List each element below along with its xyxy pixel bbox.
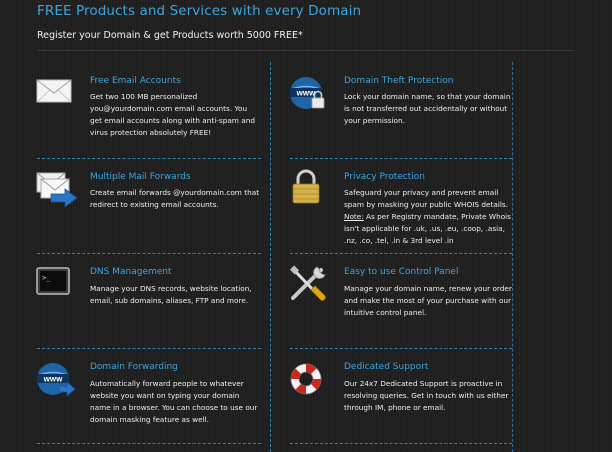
- card-title: Privacy Protection: [344, 172, 425, 182]
- page-title: FREE Products and Services with every Domain: [37, 3, 362, 19]
- www-forward-icon: [35, 360, 79, 398]
- desc-part: Safeguard your privacy and prevent email spam by masking your public WHOIS details.: [344, 188, 508, 209]
- www-text: www: [43, 374, 63, 384]
- www-text: www: [296, 88, 316, 98]
- terminal-icon: [35, 265, 79, 303]
- www-lock-icon: [287, 74, 331, 112]
- padlock-icon: [287, 168, 331, 206]
- card-title: Domain Theft Protection: [344, 76, 454, 86]
- page-subtitle: Register your Domain & get Products worth 5000 FREE*: [37, 30, 303, 41]
- card-description: Our 24x7 Dedicated Support is proactive in resolving queries. Get in touch with us either through IM, phone or email.: [344, 379, 509, 412]
- envelope-icon: [35, 74, 79, 112]
- row-divider: [37, 158, 261, 159]
- card-description: Get two 100 MB personalized you@yourdomain.com email accounts. You get email accounts along with anti-spam and virus protection absolutely FREE!: [90, 92, 255, 137]
- card-description: Manage your DNS records, website location, email, sub domains, aliases, FTP and more.: [90, 284, 252, 305]
- row-divider: [290, 253, 512, 254]
- card-description: [344, 187, 516, 247]
- card-title: Multiple Mail Forwards: [90, 172, 191, 182]
- terminal-prompt: >_: [42, 274, 51, 282]
- lifebuoy-icon: [287, 360, 331, 398]
- row-divider: [290, 158, 512, 159]
- note-label: Note:: [344, 212, 364, 221]
- card-title: Free Email Accounts: [90, 76, 181, 86]
- column-divider: [270, 62, 271, 452]
- card-title: DNS Management: [90, 267, 172, 277]
- row-divider: [37, 348, 261, 349]
- header-divider: [37, 50, 574, 51]
- desc-part: As per Registry mandate, Private Whois isn't applicable for .uk, .us, .eu, .coop, .asia, .nz, .co, .tel, .in & 3rd level .in: [344, 212, 511, 245]
- tools-icon: [287, 264, 331, 302]
- card-title: Easy to use Control Panel: [344, 267, 459, 277]
- mail-forward-icon: [35, 170, 79, 208]
- card-description: Manage your domain name, renew your order and make the most of your purchase with our intuitive control panel.: [344, 284, 512, 317]
- card-description: Create email forwards @yourdomain.com that redirect to existing email accounts.: [90, 188, 260, 209]
- card-title: Dedicated Support: [344, 362, 429, 372]
- card-title: Domain Forwarding: [90, 362, 178, 372]
- row-divider: [290, 348, 512, 349]
- row-divider: [37, 443, 261, 444]
- row-divider: [290, 443, 512, 444]
- card-description: Automatically forward people to whatever website you want on typing your domain name in a browser. You can choose to use our domain masking feature as well.: [90, 379, 258, 424]
- card-description: Lock your domain name, so that your domain is not transferred out accidentally or without your permission.: [344, 92, 511, 125]
- row-divider: [37, 253, 261, 254]
